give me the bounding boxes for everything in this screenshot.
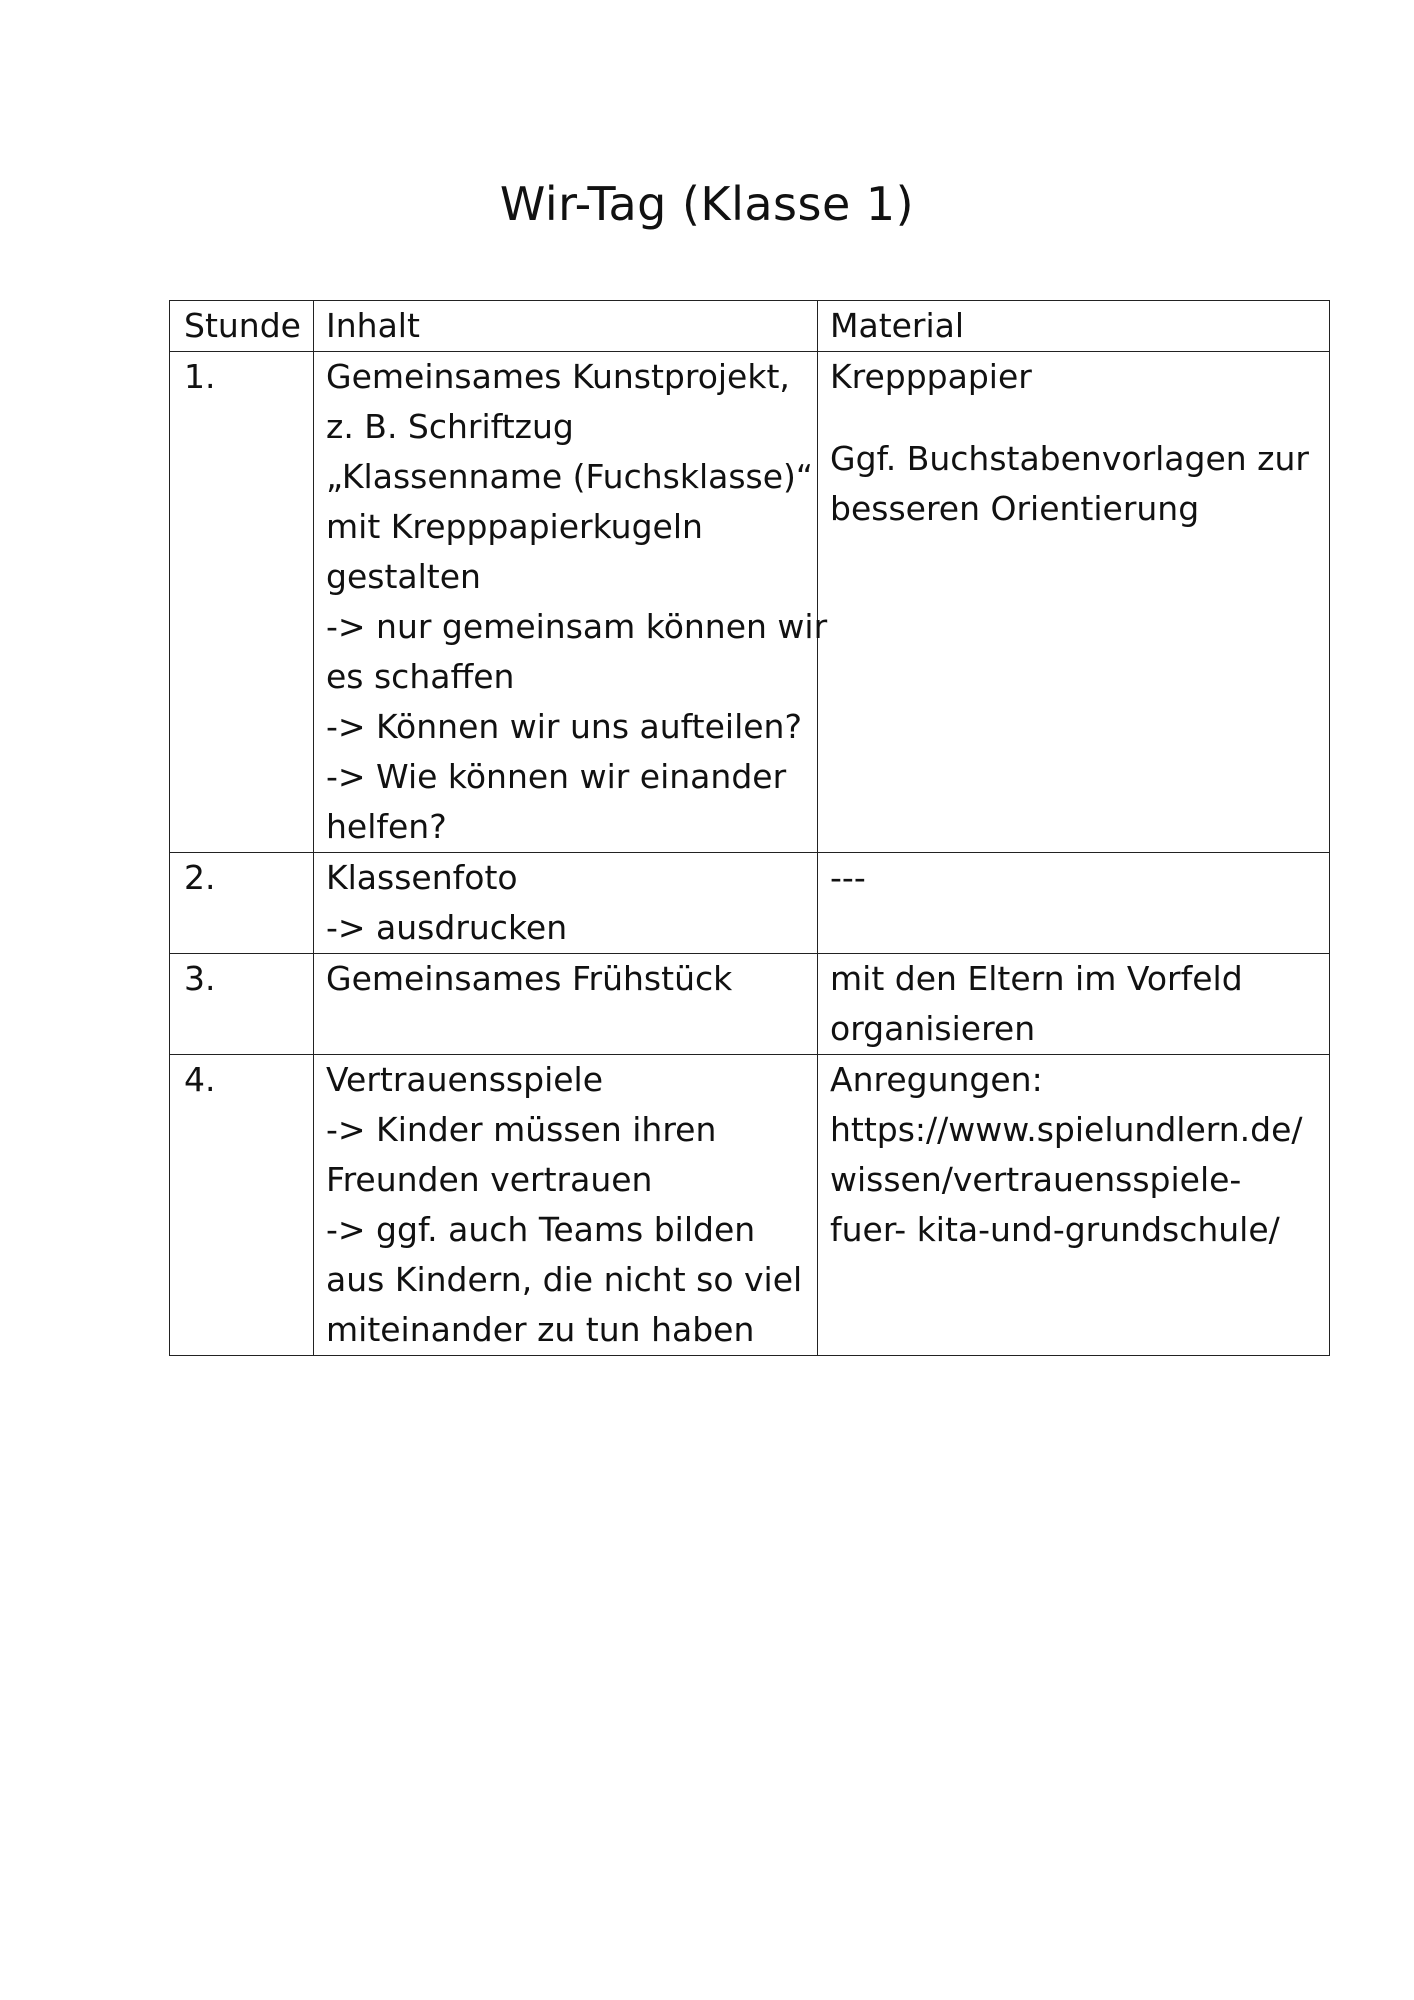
- inhalt-line: Vertrauensspiele: [326, 1060, 604, 1099]
- inhalt-line: mit Krepppapierkugeln: [326, 507, 703, 546]
- cell-material: [818, 853, 1330, 954]
- inhalt-line: helfen?: [326, 807, 447, 846]
- cell-inhalt: [314, 853, 818, 954]
- table-row: [170, 954, 1330, 1055]
- cell-stunde: 3.: [170, 954, 314, 1055]
- inhalt-line: -> ausdrucken: [326, 908, 568, 947]
- material-line: fuer- kita-und-grundschule/: [830, 1210, 1280, 1249]
- page-title: Wir-Tag (Klasse 1): [499, 177, 915, 231]
- inhalt-line: -> ggf. auch Teams bilden: [326, 1210, 756, 1249]
- material-line: Krepppapier: [830, 357, 1032, 396]
- inhalt-line: miteinander zu tun haben: [326, 1310, 755, 1349]
- inhalt-line: Klassenfoto: [326, 858, 518, 897]
- table-header-row: [170, 301, 1330, 352]
- inhalt-line: -> Kinder müssen ihren: [326, 1110, 717, 1149]
- table-row: [170, 352, 1330, 853]
- inhalt-line: aus Kindern, die nicht so viel: [326, 1260, 803, 1299]
- cell-stunde: 1.: [170, 352, 314, 853]
- cell-stunde: 2.: [170, 853, 314, 954]
- inhalt-line: es schaffen: [326, 657, 515, 696]
- material-line: wissen/vertrauensspiele-: [830, 1160, 1242, 1199]
- cell-inhalt: [314, 954, 818, 1055]
- paragraph-gap: [830, 402, 1317, 434]
- inhalt-line: Gemeinsames Frühstück: [326, 959, 733, 998]
- table-row: [170, 853, 1330, 954]
- cell-material: [818, 352, 1330, 853]
- inhalt-line: -> nur gemeinsam können wir: [326, 607, 828, 646]
- header-inhalt: Inhalt: [314, 301, 818, 352]
- material-line: Ggf. Buchstabenvorlagen zur: [830, 439, 1309, 478]
- material-line: ---: [830, 858, 866, 897]
- cell-stunde: 4.: [170, 1055, 314, 1356]
- material-line: Anregungen:: [830, 1060, 1043, 1099]
- inhalt-line: z. B. Schriftzug: [326, 407, 574, 446]
- header-material: Material: [818, 301, 1330, 352]
- inhalt-line: „Klassenname (Fuchsklasse)“: [326, 457, 814, 496]
- inhalt-line: gestalten: [326, 557, 481, 596]
- cell-material: [818, 1055, 1330, 1356]
- material-line: besseren Orientierung: [830, 489, 1200, 528]
- cell-material: [818, 954, 1330, 1055]
- header-stunde: Stunde: [170, 301, 314, 352]
- table-row: [170, 1055, 1330, 1356]
- material-line: mit den Eltern im Vorfeld: [830, 959, 1243, 998]
- inhalt-line: Gemeinsames Kunstprojekt,: [326, 357, 790, 396]
- material-line: organisieren: [830, 1009, 1036, 1048]
- inhalt-line: -> Wie können wir einander: [326, 757, 787, 796]
- cell-inhalt: [314, 1055, 818, 1356]
- cell-inhalt: [314, 352, 828, 853]
- material-line: https://www.spielundlern.de/: [830, 1110, 1303, 1149]
- lesson-plan-table: [169, 300, 1330, 1356]
- inhalt-line: Freunden vertrauen: [326, 1160, 653, 1199]
- inhalt-line: -> Können wir uns aufteilen?: [326, 707, 802, 746]
